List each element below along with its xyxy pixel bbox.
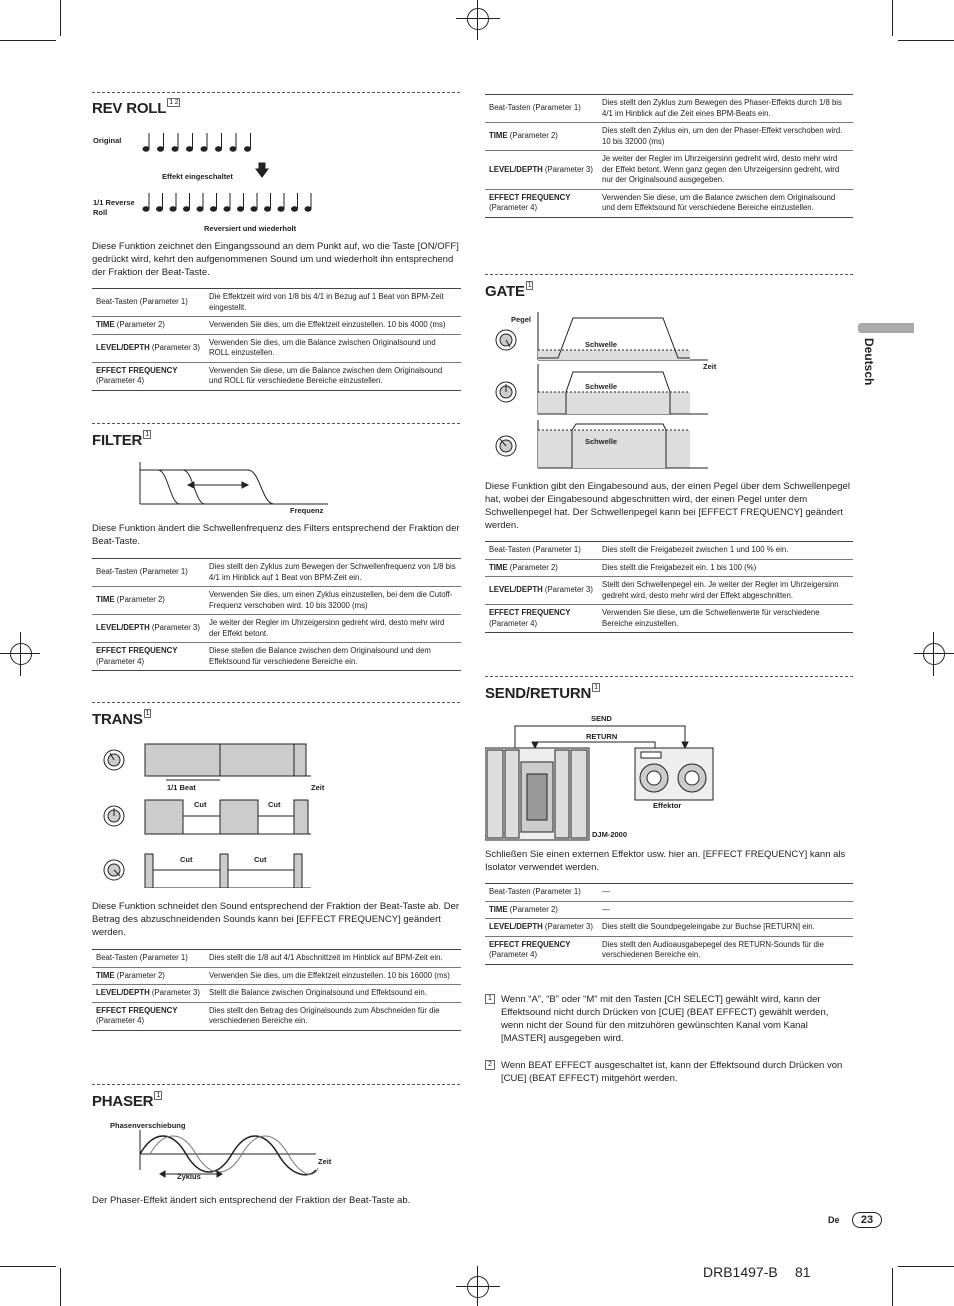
phaser-table bbox=[485, 94, 853, 218]
param-description: Dies stellt den Betrag des Originalsounds zum Abschneiden für die verschiedenen Bereiche ein. bbox=[205, 1002, 461, 1030]
note-icon bbox=[170, 207, 176, 211]
param-name: EFFECT FREQUENCY (Parameter 4) bbox=[485, 605, 598, 633]
table-row bbox=[485, 605, 853, 633]
param-name: Beat-Tasten (Parameter 1) bbox=[92, 289, 205, 317]
note-icon bbox=[265, 207, 271, 211]
param-description: Verwenden Sie dies, um die Effektzeit einzustellen. 10 bis 4000 (ms) bbox=[205, 317, 461, 335]
filter-diagram bbox=[138, 460, 338, 510]
table-row bbox=[485, 542, 853, 560]
crop-mark bbox=[0, 1266, 56, 1267]
note-icon bbox=[158, 147, 164, 151]
param-description: — bbox=[598, 901, 853, 919]
phaser-title: PHASER $^1$ bbox=[92, 1092, 161, 1110]
param-name: LEVEL/DEPTH (Parameter 3) bbox=[485, 919, 598, 937]
footnote-1: 1 Wenn “A”, “B” oder “M” mit den Tasten [CH SELECT] gewählt wird, kann der Effektsound nicht durch Drücken von [CUE] (BEAT EFFECT) gewählt werden, wenn nicht der Sound für den mitzuhören gewünschten Kanal vom Kanal [MASTER] ausgegeben wird. bbox=[485, 993, 853, 1045]
section-divider bbox=[485, 676, 853, 677]
param-description: Dies stellt den Zyklus zum Bewegen der Schwellenfrequenz von 1/8 bis 4/1 im Hinblick auf 1 Beat von BPM-Zeit ein. bbox=[205, 559, 461, 587]
section-divider bbox=[92, 423, 460, 424]
param-description: Dies stellt den Zyklus zum Bewegen des Phaser-Effekts durch 1/8 bis 4/1 im Hinblick auf die Zeit eines BPM-Beats ein. bbox=[598, 95, 853, 123]
label-threshold: Schwelle bbox=[585, 382, 618, 391]
label-cut: Cut bbox=[194, 800, 207, 809]
param-name: EFFECT FREQUENCY (Parameter 4) bbox=[92, 362, 205, 390]
param-description: Je weiter der Regler im Uhrzeigersinn gedreht wird, desto mehr wird der Effekt betont. bbox=[205, 615, 461, 643]
knob-icon bbox=[104, 750, 124, 770]
label-level: Pegel bbox=[511, 315, 532, 324]
table-row bbox=[92, 362, 461, 390]
note-icon bbox=[251, 207, 257, 211]
note-icon bbox=[143, 147, 149, 151]
param-description: Dies stellt die Freigabezeit ein. 1 bis 100 (%) bbox=[598, 559, 853, 577]
label-reverse-roll: 1/1 Reverse Roll bbox=[93, 198, 135, 217]
label-return: RETURN bbox=[586, 732, 618, 741]
gate-table bbox=[485, 541, 853, 633]
section-divider bbox=[92, 92, 460, 93]
note-icon bbox=[216, 147, 222, 151]
param-description: Diese stellen die Balance zwischen dem Originalsound und dem Effektsound für verschiedene Bereiche ein. bbox=[205, 643, 461, 671]
table-row bbox=[485, 151, 853, 190]
sheet-number: 81 bbox=[795, 1264, 811, 1280]
note-icon bbox=[157, 207, 163, 211]
rev-roll-title: REV ROLL $^{1 2}$ bbox=[92, 99, 179, 117]
table-row bbox=[485, 95, 853, 123]
table-row bbox=[92, 615, 461, 643]
table-row bbox=[92, 967, 461, 985]
note-icon bbox=[238, 207, 244, 211]
registration-mark-right bbox=[914, 632, 954, 676]
crop-mark bbox=[892, 1268, 893, 1306]
label-send: SEND bbox=[591, 714, 612, 723]
param-description: Verwenden Sie diese, um die Schwellenwerte für verschiedene Bereiche einzustellen. bbox=[598, 605, 853, 633]
registration-mark-top bbox=[456, 0, 500, 40]
crop-mark bbox=[60, 1268, 61, 1306]
gate-title: GATE $^1$ bbox=[485, 282, 532, 300]
send-return-diagram bbox=[485, 722, 715, 844]
table-row bbox=[485, 936, 853, 964]
rev-roll-description: Diese Funktion zeichnet den Eingangssound an dem Punkt auf, wo die Taste [ON/OFF] gedrückt wird, kehrt den aufgenommenen Sound um und wiederholt ihn entsprechend der Fraktion der Beat-Taste. bbox=[92, 241, 459, 278]
param-description: Die Effektzeit wird von 1/8 bis 4/1 in Bezug auf 1 Beat von BPM-Zeit eingestellt. bbox=[205, 289, 461, 317]
param-description: Stellt den Schwellenpegel ein. Je weiter der Regler im Uhrzeigersinn gedreht wird, desto mehr wird der Effekt abgeschnitten. bbox=[598, 577, 853, 605]
table-row bbox=[92, 985, 461, 1003]
trans-table bbox=[92, 949, 461, 1031]
note-icon bbox=[184, 207, 190, 211]
footnote-ref: 1 bbox=[156, 1092, 161, 1099]
param-name: Beat-Tasten (Parameter 1) bbox=[485, 95, 598, 123]
param-name: EFFECT FREQUENCY (Parameter 4) bbox=[92, 1002, 205, 1030]
param-name: Beat-Tasten (Parameter 1) bbox=[92, 559, 205, 587]
param-name: TIME (Parameter 2) bbox=[92, 967, 205, 985]
phaser-diagram bbox=[138, 1130, 323, 1182]
note-icon bbox=[305, 207, 311, 211]
crop-mark bbox=[898, 40, 954, 41]
param-description: Verwenden Sie dies, um einen Zyklus einzustellen, bei dem die Cutoff-Frequenz verschoben wird. 10 bis 32000 (ms) bbox=[205, 587, 461, 615]
label-cut: Cut bbox=[254, 855, 267, 864]
param-name: TIME (Parameter 2) bbox=[485, 123, 598, 151]
trans-description: Diese Funktion schneidet den Sound entsprechend der Fraktion der Beat-Taste ab. Der Betrag des abzuschneidenden Sounds kann bei [EFFECT FREQUENCY] geändert werden. bbox=[92, 901, 460, 938]
label-threshold: Schwelle bbox=[585, 340, 618, 349]
note-icon bbox=[230, 147, 236, 151]
rev-roll-diagram bbox=[140, 125, 340, 240]
filter-description: Diese Funktion ändert die Schwellenfrequenz des Filters entsprechend der Fraktion der Beat-Taste. bbox=[92, 523, 460, 547]
param-description: Dies stellt die Freigabezeit zwischen 1 und 100 % ein. bbox=[598, 542, 853, 560]
param-description: Verwenden Sie dies, um die Balance zwischen Originalsound und ROLL einzustellen. bbox=[205, 334, 461, 362]
section-divider bbox=[92, 1084, 460, 1085]
table-row bbox=[92, 1002, 461, 1030]
note-icon bbox=[197, 207, 203, 211]
note-icon bbox=[245, 147, 251, 151]
param-name: Beat-Tasten (Parameter 1) bbox=[485, 884, 598, 902]
label-time: Zeit bbox=[318, 1157, 332, 1166]
label-effector: Effektor bbox=[653, 801, 682, 810]
param-name: TIME (Parameter 2) bbox=[92, 587, 205, 615]
section-divider bbox=[92, 702, 460, 703]
send-return-description: Schließen Sie einen externen Effektor usw. hier an. [EFFECT FREQUENCY] kann als Isolator verwendet werden. bbox=[485, 849, 846, 873]
param-name: EFFECT FREQUENCY (Parameter 4) bbox=[485, 936, 598, 964]
label-cycle: Zyklus bbox=[177, 1172, 201, 1181]
table-row bbox=[92, 643, 461, 671]
note-icon bbox=[292, 207, 298, 211]
label-cut: Cut bbox=[180, 855, 193, 864]
trans-diagram bbox=[96, 738, 316, 888]
note-icon bbox=[211, 207, 217, 211]
table-row bbox=[92, 317, 461, 335]
param-name: LEVEL/DEPTH (Parameter 3) bbox=[92, 615, 205, 643]
footnote-ref: 1 2 bbox=[169, 99, 179, 106]
footnote-2: 2 Wenn BEAT EFFECT ausgeschaltet ist, kann der Effektsound durch Drücken von [CUE] (BEAT EFFECT) mitgehört werden. bbox=[485, 1059, 853, 1085]
crop-mark bbox=[60, 0, 61, 36]
param-description: — bbox=[598, 884, 853, 902]
footnote-ref: 1 bbox=[527, 282, 532, 289]
rev-roll-table bbox=[92, 288, 461, 391]
registration-mark-left bbox=[0, 632, 40, 676]
footnote-ref: 1 bbox=[594, 684, 598, 691]
label-original: Original bbox=[93, 136, 122, 145]
param-description: Stellt die Balance zwischen Originalsound und Effektsound ein. bbox=[205, 985, 461, 1003]
note-icon bbox=[187, 147, 193, 151]
table-row bbox=[92, 334, 461, 362]
table-row bbox=[92, 950, 461, 968]
param-name: TIME (Parameter 2) bbox=[485, 901, 598, 919]
param-name: EFFECT FREQUENCY (Parameter 4) bbox=[92, 643, 205, 671]
label-threshold: Schwelle bbox=[585, 437, 618, 446]
registration-mark-bottom bbox=[456, 1266, 500, 1306]
param-name: LEVEL/DEPTH (Parameter 3) bbox=[92, 334, 205, 362]
note-icon bbox=[172, 147, 178, 151]
label-beat: 1/1 Beat bbox=[167, 783, 196, 792]
send-return-table bbox=[485, 883, 853, 965]
table-row bbox=[92, 559, 461, 587]
page-number: 23 bbox=[852, 1212, 882, 1228]
language-tab bbox=[858, 323, 914, 333]
param-description: Verwenden Sie diese, um die Balance zwischen dem Originalsound und dem Effektsound für verschiedene Bereiche einzustellen. bbox=[598, 189, 853, 217]
table-row bbox=[92, 587, 461, 615]
knob-icon bbox=[496, 436, 516, 456]
table-row bbox=[485, 123, 853, 151]
gate-description: Diese Funktion gibt den Eingabesound aus, der einen Pegel über dem Schwellenpegel hat, wobei der Eingabesound abgeschnitten wird, der einen Pegel unter dem Schwellenpegel hat. Der Schwellenpegel kann bei [EFFECT FREQUENCY] geändert werden. bbox=[485, 481, 850, 531]
param-description: Dies stellt den Zyklus ein, um den der Phaser-Effekt verschoben wird. 10 bis 32000 (ms) bbox=[598, 123, 853, 151]
param-description: Dies stellt die Soundpegeleingabe zur Buchse [RETURN] ein. bbox=[598, 919, 853, 937]
param-name: TIME (Parameter 2) bbox=[92, 317, 205, 335]
filter-title: FILTER $^1$ bbox=[92, 431, 149, 449]
section-divider bbox=[485, 274, 853, 275]
param-description: Dies stellt den Audioausgabepegel des RETURN-Sounds für die verschiedenen Bereiche ein. bbox=[598, 936, 853, 964]
param-description: Verwenden Sie diese, um die Balance zwischen dem Originalsound und ROLL für verschiedene Bereiche einzustellen. bbox=[205, 362, 461, 390]
crop-mark bbox=[0, 40, 56, 41]
param-name: LEVEL/DEPTH (Parameter 3) bbox=[92, 985, 205, 1003]
param-description: Verwenden Sie dies, um die Effektzeit einzustellen. 10 bis 16000 (ms) bbox=[205, 967, 461, 985]
knob-icon bbox=[104, 860, 124, 880]
param-name: LEVEL/DEPTH (Parameter 3) bbox=[485, 577, 598, 605]
knob-icon bbox=[496, 382, 516, 402]
label-phase-shift: Phasenverschiebung bbox=[110, 1121, 186, 1130]
param-description: Je weiter der Regler im Uhrzeigersinn gedreht wird, desto mehr wird der Effekt betont. Wenn ganz gegen den Uhrzeigersinn gedreht, wird nur der Originalsound ausgegeben. bbox=[598, 151, 853, 190]
param-name: EFFECT FREQUENCY (Parameter 4) bbox=[485, 189, 598, 217]
label-cut: Cut bbox=[268, 800, 281, 809]
table-row bbox=[485, 189, 853, 217]
label-effect-on: Effekt eingeschaltet bbox=[162, 172, 233, 181]
language-tab-label: Deutsch bbox=[862, 338, 876, 386]
label-time: Zeit bbox=[703, 362, 717, 371]
param-name: LEVEL/DEPTH (Parameter 3) bbox=[485, 151, 598, 190]
table-row bbox=[92, 289, 461, 317]
trans-title: TRANS $^1$ bbox=[92, 710, 150, 728]
note-icon bbox=[201, 147, 207, 151]
knob-icon bbox=[104, 806, 124, 826]
param-name: TIME (Parameter 2) bbox=[485, 559, 598, 577]
label-reversed: Reversiert und wiederholt bbox=[204, 224, 297, 233]
param-name: Beat-Tasten (Parameter 1) bbox=[485, 542, 598, 560]
param-name: Beat-Tasten (Parameter 1) bbox=[92, 950, 205, 968]
filter-table bbox=[92, 558, 461, 671]
knob-icon bbox=[496, 330, 516, 350]
gate-diagram bbox=[488, 312, 710, 472]
send-return-title: SEND/RETURN $^1$ bbox=[485, 684, 598, 702]
crop-mark bbox=[898, 1266, 954, 1267]
table-row bbox=[485, 884, 853, 902]
label-time: Zeit bbox=[311, 783, 325, 792]
phaser-description: Der Phaser-Effekt ändert sich entsprechend der Fraktion der Beat-Taste ab. bbox=[92, 1195, 411, 1206]
table-row bbox=[485, 559, 853, 577]
footer-lang: De bbox=[828, 1215, 840, 1225]
label-djm: DJM-2000 bbox=[592, 830, 628, 839]
note-icon bbox=[143, 207, 149, 211]
table-row bbox=[485, 901, 853, 919]
label-frequency: Frequenz bbox=[290, 506, 324, 515]
doc-code: DRB1497-B bbox=[703, 1264, 778, 1280]
param-description: Dies stellt die 1/8 auf 4/1 Abschnittzeit im Hinblick auf BPM-Zeit ein. bbox=[205, 950, 461, 968]
note-icon bbox=[278, 207, 284, 211]
table-row bbox=[485, 919, 853, 937]
crop-mark bbox=[892, 0, 893, 36]
note-icon bbox=[224, 207, 230, 211]
footnote-ref: 1 bbox=[145, 431, 149, 438]
footnote-ref: 1 bbox=[145, 710, 150, 717]
table-row bbox=[485, 577, 853, 605]
